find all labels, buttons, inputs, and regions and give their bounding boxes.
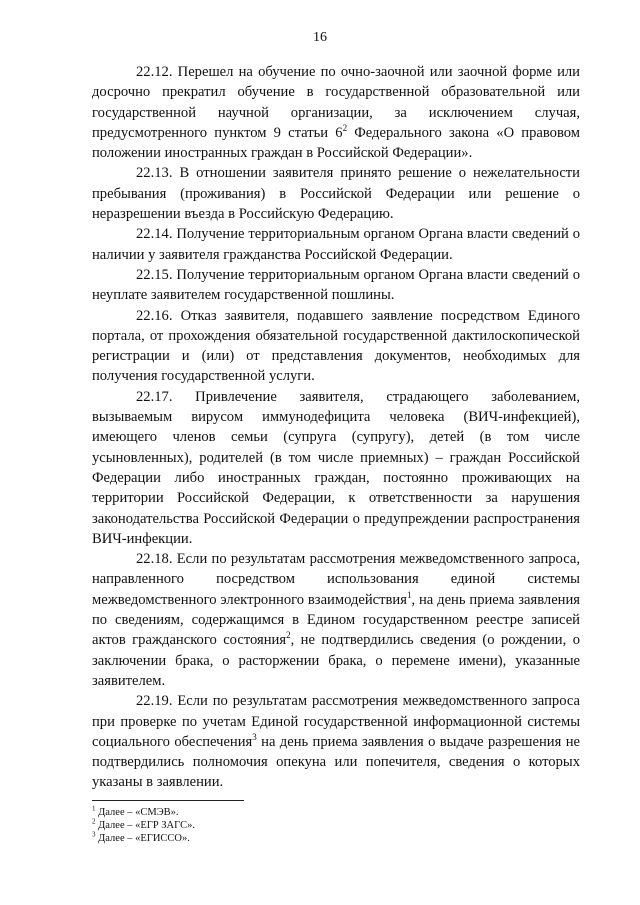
- clause-number: 22.16.: [136, 307, 173, 324]
- paragraph-22-14: [92, 224, 580, 265]
- footnote-mark: 3: [92, 830, 96, 839]
- paragraph-text: Получение территориальным органом Органа власти сведений о неуплате заявителем государственной пошлины.: [92, 266, 580, 304]
- footnote-ref: 3: [252, 731, 257, 742]
- clause-number: 22.15.: [136, 266, 173, 283]
- footnote-mark: 1: [92, 804, 96, 813]
- paragraph-text: Если по результатам рассмотрения межведомственного запроса при проверке по учетам Единой государственной информационной системы социального обеспечения: [92, 693, 580, 750]
- footnote-ref: 2: [286, 630, 291, 641]
- paragraph-text: , на день приема заявления по сведениям, содержащимся в Едином государственном реестре записей актов гражданского состояния: [92, 591, 581, 649]
- paragraph-text: на день приема заявления о выдаче разрешения не подтвердились полномочия опекуна или попечителя, сведения о которых указаны в заявлении.: [92, 733, 580, 791]
- footnote-ref: 1: [406, 589, 412, 600]
- footnote-2: [92, 819, 392, 832]
- footnote-3: [92, 832, 392, 845]
- clause-number: 22.14.: [136, 226, 173, 243]
- paragraph-text: Федерального закона «О правовом положении иностранных граждан в Российской Федерации».: [92, 124, 581, 162]
- paragraph-text: , не подтвердились сведения (о рождении, о заключении брака, о расторжении брака, о перемене имени), указанные заявителем.: [92, 632, 580, 689]
- paragraph-22-15: [92, 265, 580, 306]
- paragraph-text: Перешел на обучение по очно-заочной или заочной форме или досрочно прекратил обучение в государственной образовательной или государственной научной организации, за исключением случая, предусмотренного пунктом 9 статьи 6: [92, 64, 580, 141]
- paragraph-text: В отношении заявителя принято решение о нежелательности пребывания (проживания) в Российской Федерации или решение о неразрешении въезда в Российскую Федерацию.: [92, 165, 580, 223]
- clause-number: 22.18.: [136, 551, 173, 568]
- footnote-text: Далее – «ЕГР ЗАГС».: [95, 820, 195, 831]
- paragraph-22-12: [92, 62, 580, 163]
- clause-number: 22.13.: [136, 165, 173, 182]
- paragraph-text: Привлечение заявителя, страдающего заболеванием, вызываемым вирусом иммунодефицита человека (ВИЧ-инфекцией), имеющего членов семьи (супруга (супругу), детей (в том числе усыновленных), родителей (в том числе приемных) – граждан Российской Федерации либо иностранных граждан, постоянно проживающих на территории Российской Федерации, к ответственности за нарушения законодательства Российской Федерации о предупреждении распространения ВИЧ-инфекции.: [92, 388, 580, 547]
- superscript: 2: [342, 123, 348, 134]
- document-body: [92, 62, 580, 793]
- paragraph-22-18: [92, 549, 580, 691]
- paragraph-22-16: [92, 306, 580, 387]
- clause-number: 22.12.: [136, 64, 173, 80]
- paragraph-22-17: [92, 387, 580, 549]
- footnote-divider: [92, 800, 244, 801]
- footnote-text: Далее – «СМЭВ».: [95, 807, 179, 818]
- footnote-1: [92, 806, 392, 819]
- footnotes: [92, 806, 392, 845]
- paragraph-text: Отказ заявителя, подавшего заявление посредством Единого портала, от прохождения обязательной государственной дактилоскопической регистрации и (или) от представления документов, необходимых для получения государственной услуги.: [92, 307, 581, 385]
- paragraph-22-19: [92, 691, 580, 792]
- paragraph-22-13: [92, 163, 580, 224]
- clause-number: 22.17.: [136, 388, 173, 405]
- clause-number: 22.19.: [136, 693, 173, 710]
- paragraph-text: Получение территориальным органом Органа власти сведений о наличии у заявителя гражданства Российской Федерации.: [92, 226, 580, 263]
- footnote-text: Далее – «ЕГИССО».: [95, 833, 190, 844]
- paragraph-text: Если по результатам рассмотрения межведомственного запроса, направленного посредством использования единой системы межведомственного электронного взаимодействия: [92, 551, 580, 608]
- page-number: 16: [313, 30, 327, 45]
- footnote-mark: 2: [92, 817, 96, 826]
